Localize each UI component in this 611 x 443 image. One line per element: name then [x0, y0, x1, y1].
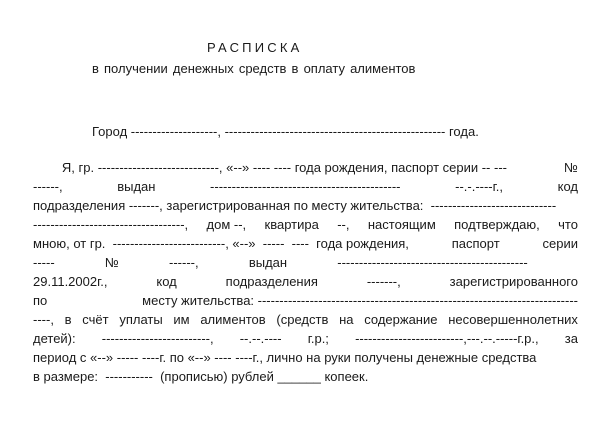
line-segment: код: [156, 274, 177, 289]
line-segment: дом --,: [206, 217, 247, 232]
body-line: [33, 196, 578, 215]
line-segment: в размере: ----------- (прописью) рублей ______ копеек.: [33, 369, 369, 384]
line-segment: подразделения: [225, 274, 318, 289]
document-subtitle: в получении денежных средств в оплату алиментов: [92, 61, 416, 76]
line-segment: зарегистрированного: [449, 274, 578, 289]
line-segment: -------------------------,---.--.-----г.р.,: [355, 331, 539, 346]
body-line: [33, 367, 578, 386]
body-line: [33, 329, 578, 348]
line-segment: --------------------------------------------: [337, 255, 528, 270]
line-segment: содержание: [364, 312, 438, 327]
line-segment: №: [564, 160, 578, 175]
line-segment: мною, от гр. --------------------------, «--» ----- ---- года рождения,: [33, 236, 409, 251]
line-segment: --.-.----г.,: [455, 179, 504, 194]
line-segment: (средств: [276, 312, 329, 327]
line-segment: ------,: [169, 255, 199, 270]
body-line: [33, 310, 578, 329]
line-segment: Я, гр. ----------------------------, «--» ---- ---- года рождения, паспорт серии -- ---: [33, 160, 507, 175]
body-line: [33, 158, 578, 177]
line-segment: -------,: [366, 274, 401, 289]
line-segment: квартира: [264, 217, 319, 232]
line-segment: --.--.----: [239, 331, 282, 346]
line-segment: по: [33, 293, 48, 308]
line-segment: в: [64, 312, 72, 327]
line-segment: --,: [337, 217, 350, 232]
line-segment: месту жительства: --------------------------------------------------------------------------: [142, 293, 578, 308]
document-title: РАСПИСКА: [207, 40, 303, 55]
line-segment: подразделения -------, зарегистрированная по месту жительства: -----------------------------: [33, 198, 557, 213]
body-line: [33, 234, 578, 253]
line-segment: несовершеннолетних: [448, 312, 578, 327]
receipt-body: [33, 158, 578, 386]
line-segment: ----,: [33, 312, 54, 327]
line-segment: -------------------------,: [101, 331, 214, 346]
line-segment: код: [557, 179, 578, 194]
line-segment: г.р.;: [307, 331, 329, 346]
line-segment: выдан: [248, 255, 288, 270]
body-line: [33, 291, 578, 310]
line-segment: 29.11.2002г.,: [33, 274, 108, 289]
line-segment: №: [104, 255, 119, 270]
line-segment: серии: [542, 236, 578, 251]
body-line: [33, 253, 578, 272]
line-segment: детей):: [33, 331, 76, 346]
line-segment: -----------------------------------,: [33, 217, 189, 232]
line-segment: выдан: [117, 179, 156, 194]
body-line: [33, 272, 578, 291]
line-segment: на: [339, 312, 354, 327]
line-segment: счёт: [82, 312, 109, 327]
line-segment: период с «--» ----- ----г. по «--» ---- ----г., лично на руки получены денежные средства: [33, 350, 537, 365]
line-segment: ------,: [33, 179, 63, 194]
city-date-line: Город --------------------, --------------------------------------------------- года.: [92, 124, 479, 139]
line-segment: уплаты: [119, 312, 163, 327]
line-segment: алиментов: [200, 312, 266, 327]
line-segment: подтверждаю,: [454, 217, 540, 232]
line-segment: -----: [33, 255, 55, 270]
body-line: [33, 215, 578, 234]
line-segment: им: [173, 312, 190, 327]
line-segment: настоящим: [367, 217, 436, 232]
line-segment: за: [564, 331, 578, 346]
body-line: [33, 177, 578, 196]
line-segment: --------------------------------------------: [210, 179, 401, 194]
body-line: [33, 348, 578, 367]
line-segment: паспорт: [451, 236, 500, 251]
line-segment: что: [558, 217, 578, 232]
